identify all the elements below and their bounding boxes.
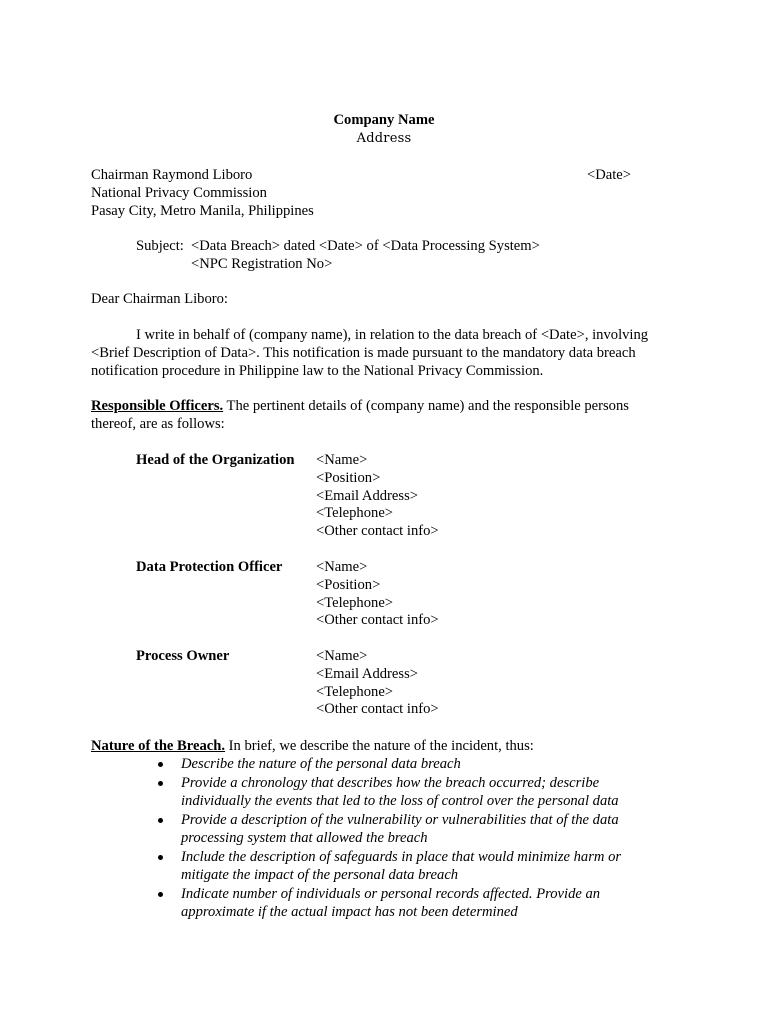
subject-label: Subject:: [136, 238, 184, 254]
bullet-icon: [158, 781, 163, 786]
officer-detail: <Other contact info>: [316, 523, 439, 540]
responsible-officers-intro: [91, 398, 629, 434]
list-item: [155, 886, 621, 923]
list-item: [155, 849, 621, 886]
bullet-icon: [158, 892, 163, 897]
salutation: Dear Chairman Liboro:: [91, 291, 228, 307]
subject-line: <NPC Registration No>: [191, 255, 333, 272]
list-item-line: mitigate the impact of the personal data breach: [181, 867, 459, 883]
officer-detail: <Position>: [316, 469, 381, 486]
section-title-nature-of-breach: Nature of the Breach.: [91, 738, 226, 754]
company-name: Company Name: [333, 112, 435, 128]
list-item: [155, 812, 621, 849]
section-intro-text: The pertinent details of (company name) and the responsible persons: [223, 398, 629, 414]
subject-line: <Data Breach> dated <Date> of <Data Processing System>: [191, 238, 540, 254]
section-title-responsible-officers: Responsible Officers.: [91, 398, 224, 414]
officer-detail: <Other contact info>: [316, 701, 439, 718]
officer-detail: <Telephone>: [316, 683, 394, 700]
officer-details-head: [316, 452, 439, 541]
officer-details-process-owner: [316, 648, 439, 719]
breach-description-list: [155, 756, 621, 923]
paragraph-line: [91, 398, 629, 416]
officer-detail: <Email Address>: [316, 665, 418, 682]
officer-details-dpo: [316, 559, 439, 630]
list-item-line: individually the events that led to the loss of control over the personal data: [181, 793, 619, 809]
officer-detail: <Email Address>: [316, 487, 418, 504]
paragraph-line: notification procedure in Philippine law to the National Privacy Commission.: [91, 362, 544, 379]
section-intro-text: In brief, we describe the nature of the incident, thus:: [225, 738, 534, 754]
officer-detail: <Name>: [316, 648, 368, 664]
officer-detail: <Name>: [316, 452, 368, 468]
intro-paragraph: [91, 327, 651, 380]
list-item-line: Include the description of safeguards in place that would minimize harm or: [181, 848, 622, 865]
list-item: [155, 756, 621, 775]
list-item-line: Indicate number of individuals or personal records affected. Provide an: [181, 885, 601, 902]
letter-date: <Date>: [587, 167, 632, 183]
officer-detail: <Name>: [316, 559, 368, 575]
paragraph-line: <Brief Description of Data>. This notification is made pursuant to the mandatory data breach: [91, 344, 636, 361]
recipient-block: [91, 167, 314, 220]
list-item-line: approximate if the actual impact has not been determined: [181, 904, 518, 920]
list-item-line: Describe the nature of the personal data breach: [181, 756, 461, 772]
list-item-line: Provide a chronology that describes how the breach occurred; describe: [181, 774, 600, 791]
list-item-line: processing system that allowed the breach: [181, 830, 428, 846]
nature-of-breach-intro: [91, 738, 534, 756]
officer-role-dpo: Data Protection Officer: [136, 559, 283, 575]
list-item-line: Provide a description of the vulnerability or vulnerabilities that of the data: [181, 811, 619, 828]
officer-detail: <Other contact info>: [316, 612, 439, 629]
officer-detail: <Telephone>: [316, 505, 394, 522]
bullet-icon: [158, 818, 163, 823]
bullet-icon: [158, 762, 163, 767]
subject-text: [191, 238, 540, 274]
officer-detail: <Position>: [316, 576, 381, 593]
company-address: Address: [356, 131, 412, 146]
recipient-name: Chairman Raymond Liboro: [91, 167, 253, 183]
bullet-icon: [158, 855, 163, 860]
recipient-organization: National Privacy Commission: [91, 184, 267, 201]
paragraph-line: I write in behalf of (company name), in relation to the data breach of <Date>, involving: [136, 327, 649, 343]
recipient-location: Pasay City, Metro Manila, Philippines: [91, 202, 314, 219]
list-item: [155, 775, 621, 812]
officer-role-head: Head of the Organization: [136, 452, 295, 468]
officer-role-process-owner: Process Owner: [136, 648, 230, 664]
officer-detail: <Telephone>: [316, 594, 394, 611]
paragraph-line: thereof, are as follows:: [91, 415, 225, 432]
